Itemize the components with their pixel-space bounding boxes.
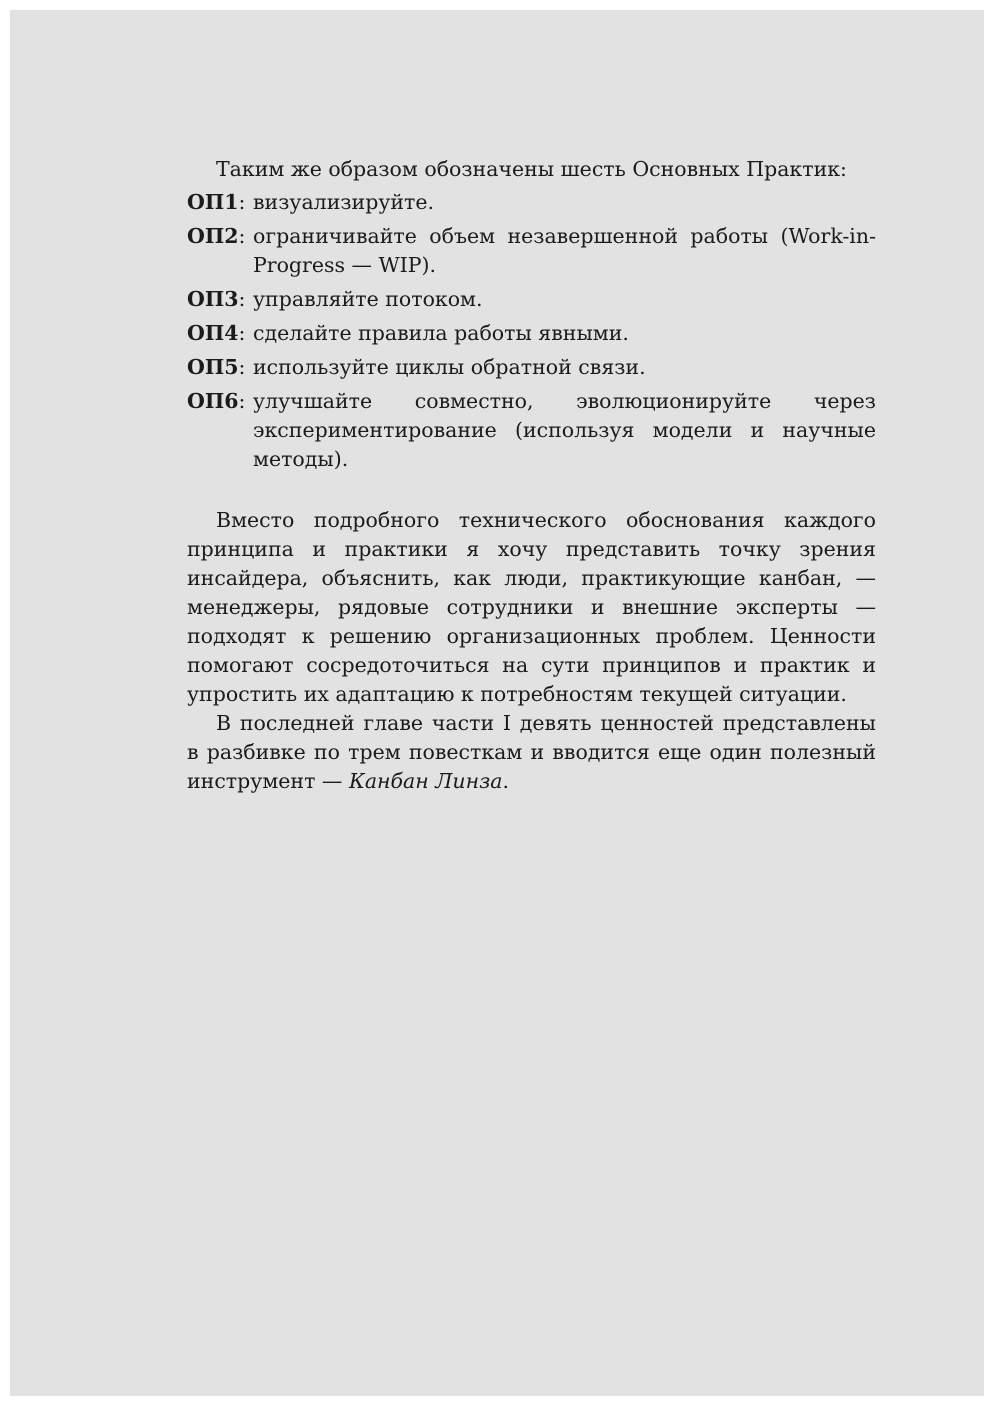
practice-code: ОП3:	[187, 287, 246, 311]
kanban-lens-term: Канбан Линза	[348, 769, 503, 793]
practice-item	[187, 188, 876, 217]
book-page	[10, 10, 984, 1396]
practices-intro: Таким же образом обозначены шесть Основных Практик:	[216, 157, 847, 181]
practice-code: ОП6:	[187, 389, 246, 413]
practice-item	[187, 353, 876, 382]
practice-item	[187, 319, 876, 348]
page-body	[187, 155, 876, 796]
practice-item	[187, 222, 876, 280]
practice-text: используйте циклы обратной связи.	[253, 355, 646, 379]
practice-code: ОП2:	[187, 224, 246, 248]
practice-text: сделайте правила работы явными.	[253, 321, 629, 345]
practice-item	[187, 285, 876, 314]
practice-code: ОП4:	[187, 321, 246, 345]
practice-code: ОП1:	[187, 190, 246, 214]
practice-code: ОП5:	[187, 355, 246, 379]
body-paragraph: Вместо подробного технического обоснования каждого принципа и практики я хочу представить точку зрения инсайдера, объяснить, как люди, практикующие канбан, — менеджеры, рядовые сотрудники и внешние эксперты — подходят к решению организационных проблем. Ценности помогают сосредоточиться на сути принципов и практик и упростить их адаптацию к потребностям текущей ситуации.	[187, 508, 876, 706]
practice-text: управляйте потоком.	[253, 287, 483, 311]
practice-text: визуализируйте.	[253, 190, 435, 214]
body-paragraph: В последней главе части I девять ценностей представлены в разбивке по трем повесткам и вводится еще один полезный инструмент — Канбан Линза.	[187, 711, 876, 793]
practice-item	[187, 387, 876, 474]
practice-text: улучшайте совместно, эволюционируйте через экспериментирование (используя модели и научные методы).	[253, 389, 876, 471]
practice-text: ограничивайте объем незавершенной работы (Work-in-Progress — WIP).	[253, 224, 876, 277]
